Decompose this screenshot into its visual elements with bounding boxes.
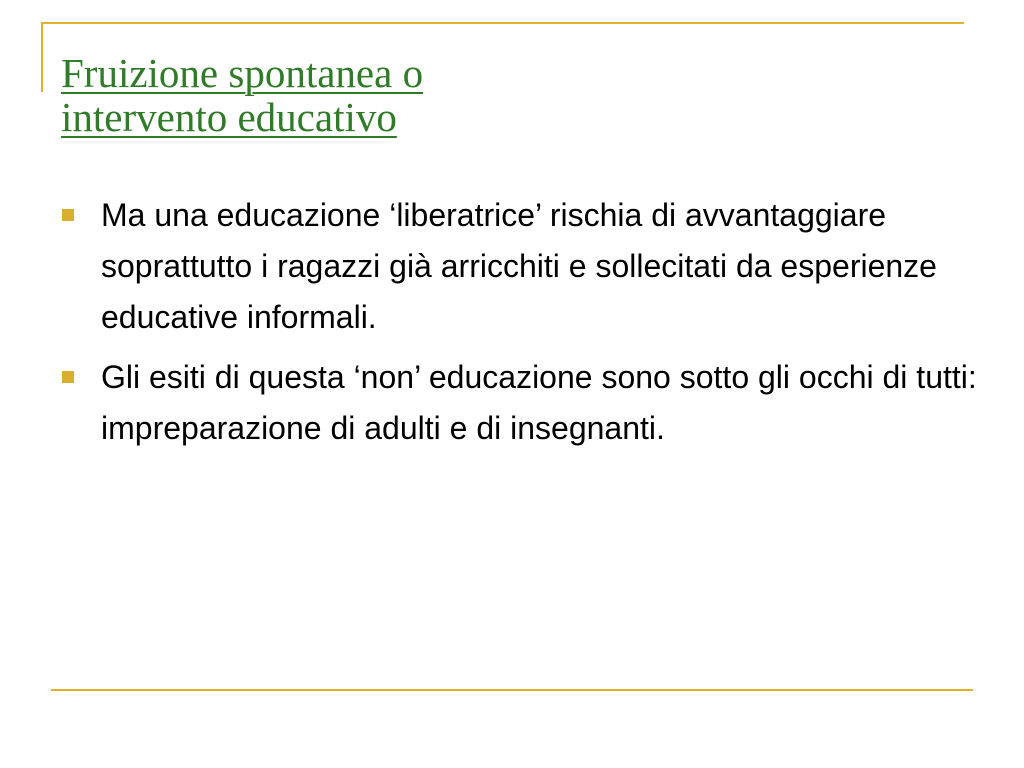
square-bullet-icon bbox=[62, 209, 74, 221]
slide-title bbox=[61, 51, 941, 139]
left-rule bbox=[41, 22, 43, 92]
bullet-text: Ma una educazione ‘liberatrice’ rischia di avvantaggiare soprattutto i ragazzi già arricchiti e sollecitati da esperienze educative informali. bbox=[101, 197, 937, 335]
bullet-list bbox=[58, 190, 978, 463]
bullet-text: Gli esiti di questa ‘non’ educazione sono sotto gli occhi di tutti: impreparazione di adulti e di insegnanti. bbox=[101, 359, 977, 446]
slide-title-line-2: intervento educativo bbox=[61, 94, 397, 140]
slide-title-line-1: Fruizione spontanea o bbox=[61, 50, 424, 96]
bullet-item bbox=[58, 190, 978, 343]
top-rule bbox=[41, 22, 964, 24]
square-bullet-icon bbox=[62, 371, 74, 383]
bullet-item bbox=[58, 352, 978, 454]
bottom-rule bbox=[51, 689, 973, 691]
